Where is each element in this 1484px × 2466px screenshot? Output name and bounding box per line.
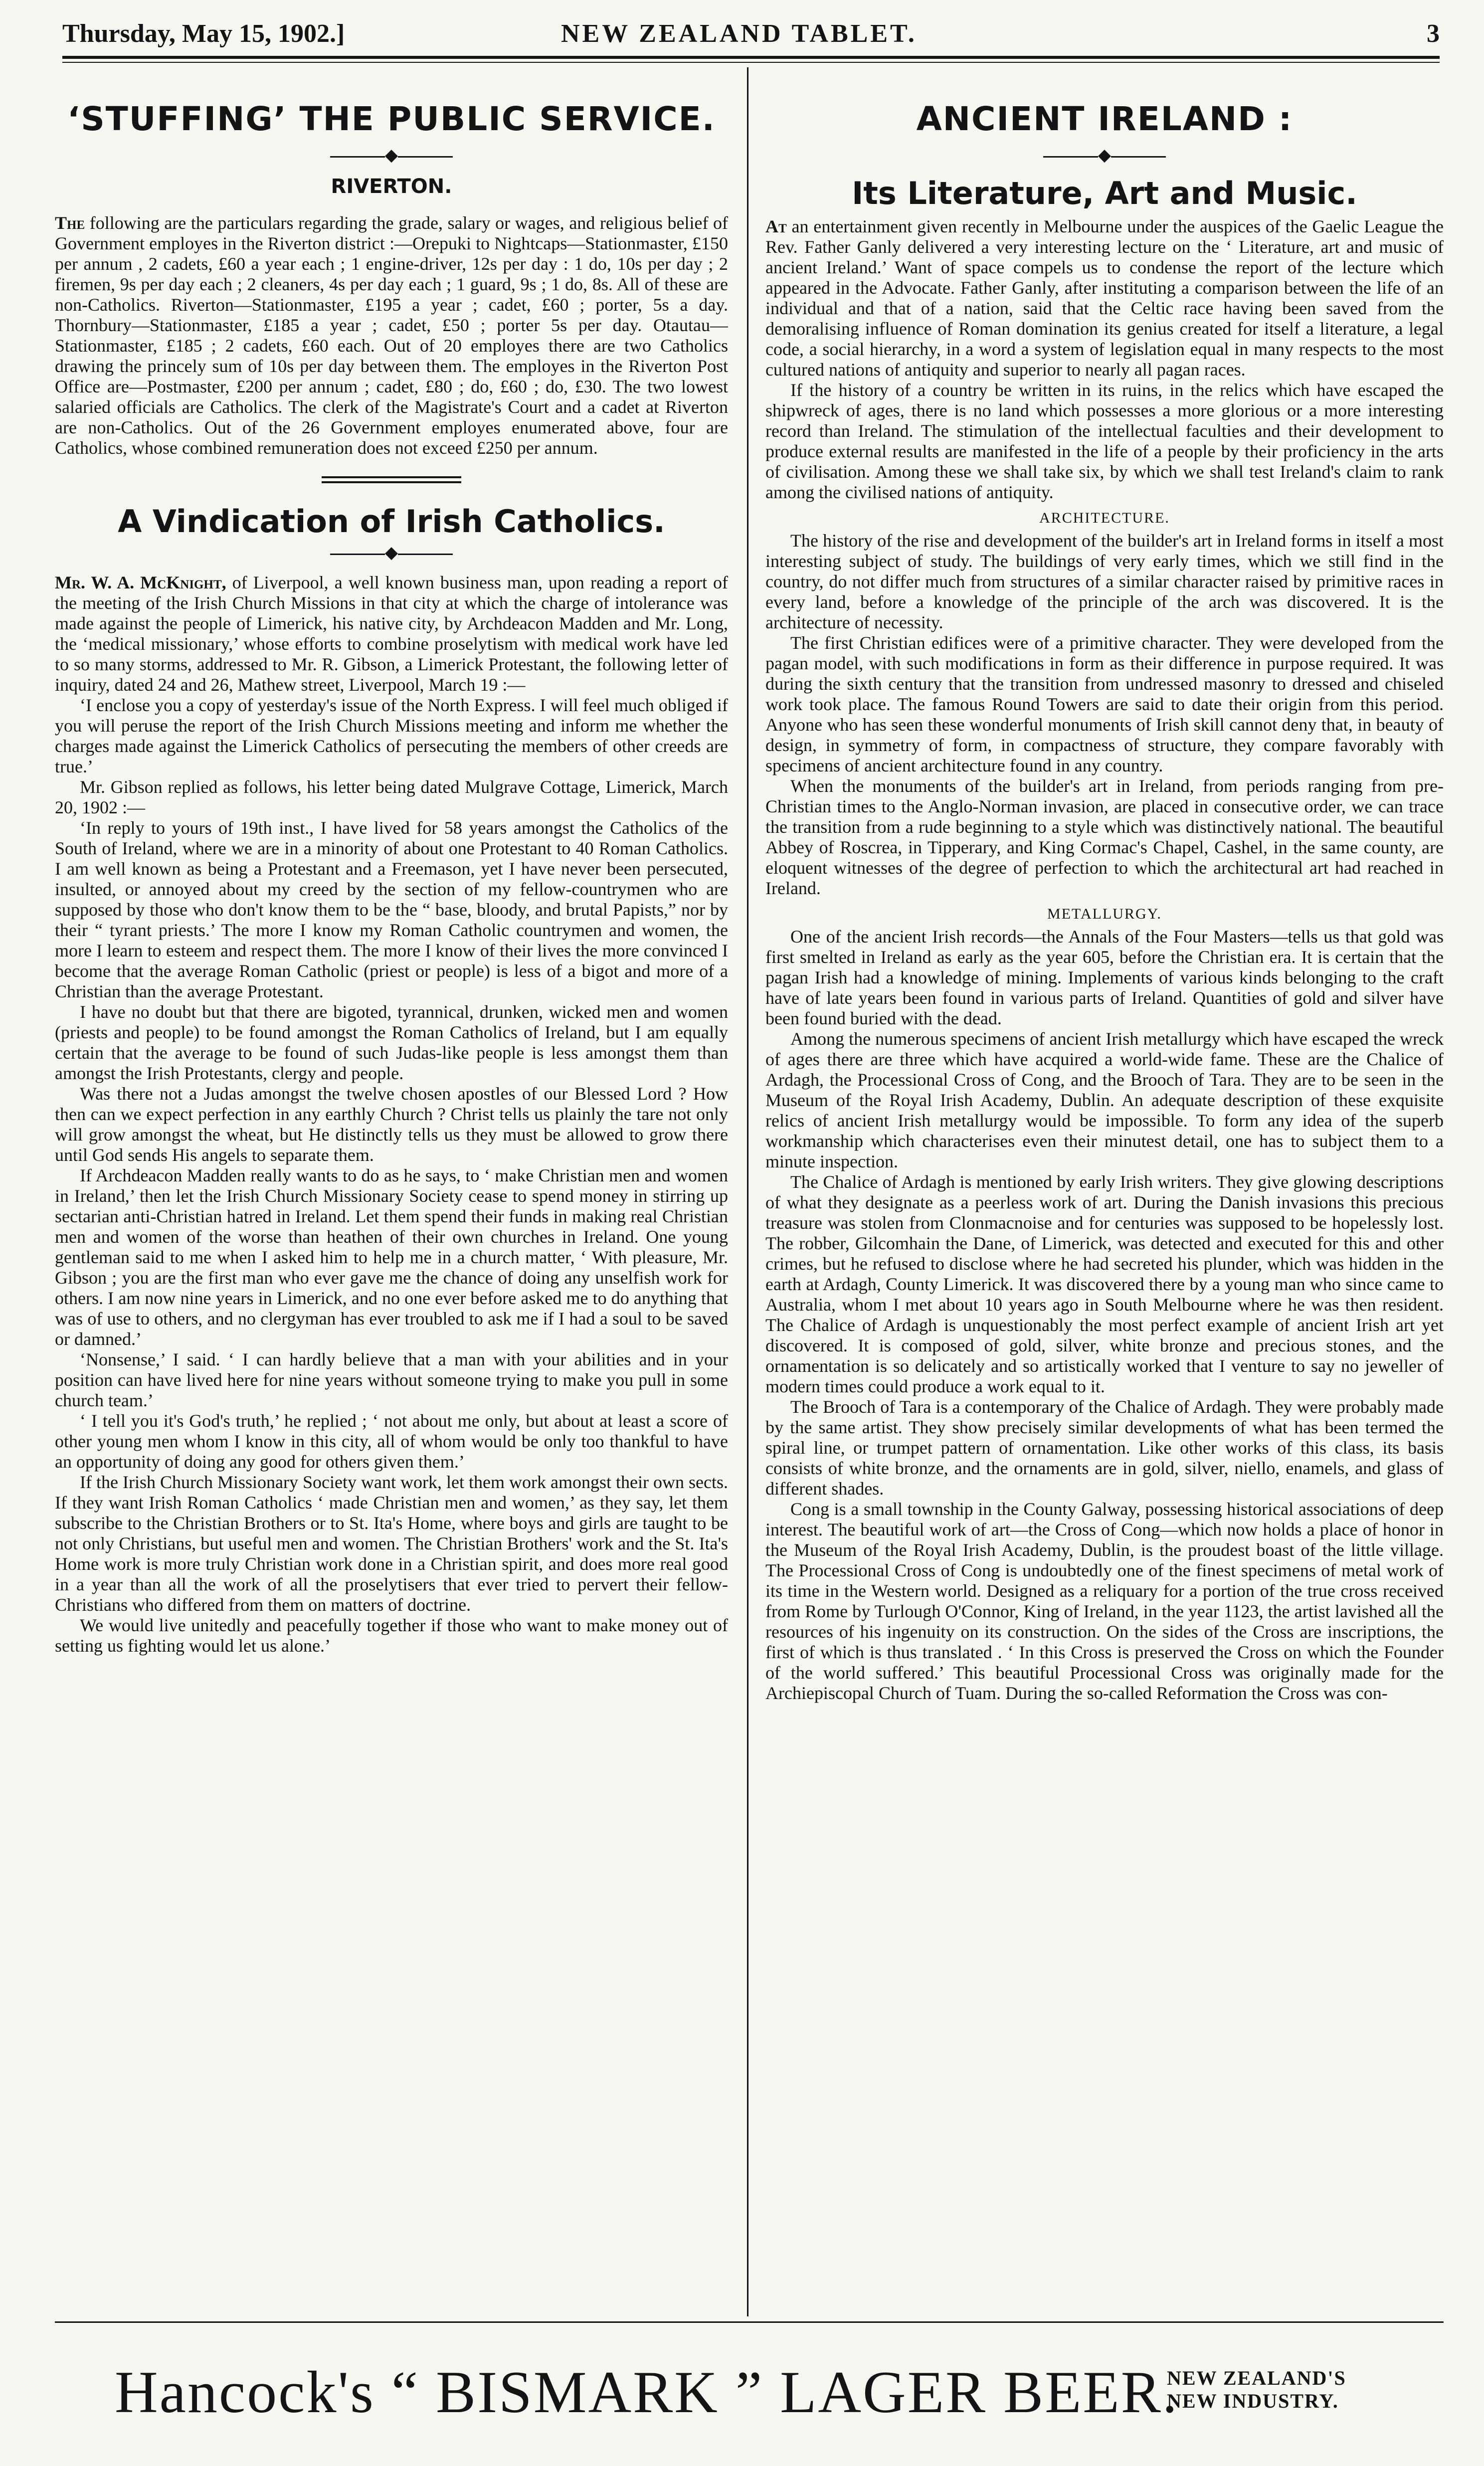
headline-vindication: A Vindication of Irish Catholics. xyxy=(118,503,665,540)
issue-date: Thursday, May 15, 1902.] xyxy=(62,19,345,48)
article-paragraph: If the history of a country be written in its ruins, in the relics which have escaped the shipwreck of ages, there is no land which possesses a more glorious or a more interesting record than Ireland. The stimulation of the intellectual faculties and their development to produce external results are manifested in the life of a people by their proficiency in the arts of civilisation. Among these we shall take six, by which we shall test Ireland's claim to rank among the civilised nations of antiquity. xyxy=(765,380,1444,502)
article-paragraph: If Archdeacon Madden really wants to do as he says, to ‘ make Christian men and women in Ireland,’ then let the Irish Church Missionary Society cease to spend money in stirring up sectarian anti-Christian hatred in Ireland. Let them spend their funds in making real Christian men and women of the worse than heathen of their own churches in Ireland. One young gentleman said to me when I asked him to help me in a church matter, ‘ With pleasure, Mr. Gibson ; you are the first man who ever gave me the chance of doing any unselfish work for others. I am now nine years in Limerick, and no one ever before asked me to do anything that was of use to others, and no clergyman has ever troubled to ask me if I had a soul to be saved or damned.’ xyxy=(55,1165,728,1349)
footer-rule xyxy=(55,2321,1444,2323)
article-paragraph: Mr. W. A. McKnight, of Liverpool, a well known business man, upon reading a report of the meeting of the Irish Church Missions in that city at which the charge of intolerance was made against the people of Limerick, his native city, by Archdeacon Madden and Mr. Long, the ‘medical missionary,’ whose efforts to combine proselytism with medical work have led to so many storms, addressed to Mr. R. Gibson, a Limerick Protestant, the following letter of inquiry, dated 24 and 26, Mathew street, Liverpool, March 19 :— xyxy=(55,572,728,695)
left-column xyxy=(55,80,728,2314)
article-paragraph: Mr. Gibson replied as follows, his letter being dated Mulgrave Cottage, Limerick, March 20, 1902 :— xyxy=(55,777,728,817)
article-paragraph: The Brooch of Tara is a contemporary of the Chalice of Ardagh. They were probably made by the same artist. They show precisely similar developments of what has been termed the spiral line, or trumpet pattern of ornamentation. Like other works of this class, its basis consists of white bronze, and the ornaments are in gold, silver, niello, enamels, and glass of different shades. xyxy=(765,1397,1444,1499)
double-rule-divider xyxy=(322,476,461,483)
ornament-divider: ◆ xyxy=(55,147,728,164)
right-column xyxy=(765,80,1444,2314)
article-paragraph: ‘I enclose you a copy of yesterday's issue of the North Express. I will feel much obliged if you will peruse the report of the Irish Church Missions meeting and inform me whether the charges made against the Limerick Catholics of persecuting the members of other creeds are true.’ xyxy=(55,695,728,776)
article-paragraph: ‘In reply to yours of 19th inst., I have lived for 58 years amongst the Catholics of the South of Ireland, where we are in a minority of about one Protestant to 40 Roman Catholics. I am well known as being a Protestant and a Freemason, yet I have never been persecuted, insulted, or annoyed about my creed by the section of my fellow-countrymen who are supposed by those who don't know them to be the “ base, bloody, and brutal Papists,” nor by their “ tyrant priests.’ The more I know my Roman Catholic countrymen and women, the more I learn to esteem and respect them. The more I know of their lives the more convinced I become that the average Roman Catholic (priest or people) is less of a bigot and more of a Christian than the average Protestant. xyxy=(55,818,728,1001)
article-paragraph: We would live unitedly and peacefully together if those who want to make money out of setting us fighting would let us alone.’ xyxy=(55,1615,728,1656)
article-paragraph: Was there not a Judas amongst the twelve chosen apostles of our Blessed Lord ? How then can we expect perfection in any earthly Church ? Christ tells us plainly the tare not only will grow amongst the wheat, but He distinctly tells us they must be allowed to grow there until God sends His angels to separate them. xyxy=(55,1084,728,1165)
advertisement-text: Hancock's “ BISMARK ” LAGER BEER. xyxy=(115,2359,1179,2425)
column-divider xyxy=(747,67,748,2316)
section-title-architecture: ARCHITECTURE. xyxy=(1039,510,1170,526)
article-paragraph: The following are the particulars regarding the grade, salary or wages, and religious belief of Government employes in the Riverton district :—Orepuki to Nightcaps—Stationmaster, £150 per annum , 2 cadets, £60 a year each ; 1 engine-driver, 12s per day : 1 do, 10s per day ; 2 firemen, 9s per day each ; 2 cleaners, 4s per day each ; 1 guard, 9s ; 1 do, 8s. All of these are non-Catholics. Riverton—Stationmaster, £195 a year ; cadet, £60 ; porter, 5s a day. Thornbury—Stationmaster, £185 a year ; cadet, £50 ; porter 5s per day. Otautau—Stationmaster, £185 ; 2 cadets, £60 each. Out of 20 employes there are two Catholics drawing the princely sum of 10s per day between them. The employes in the Riverton Post Office are—Postmaster, £200 per annum ; cadet, £80 ; do, £60 ; do, £30. The two lowest salaried officials are Catholics. The clerk of the Magistrate's Court and a cadet at Riverton are non-Catholics. Out of the 26 Government employes enumerated above, four are Catholics, whose combined remuneration does not exceed £250 per annum. xyxy=(55,213,728,458)
ornament-divider: ◆ xyxy=(55,545,728,562)
masthead-rule xyxy=(62,56,1440,59)
article-paragraph: Cong is a small township in the County Galway, possessing historical associations of deep interest. The beautiful work of art—the Cross of Cong—which now holds a place of honor in the Museum of the Royal Irish Academy, Dublin, is the proudest boast of the little village. The Processional Cross of Cong is undoubtedly one of the finest specimens of metal work of its time in the Western world. Designed as a reliquary for a portion of the true cross received from Rome by Turlough O'Connor, King of Ireland, in the year 1123, the artist lavished all the resources of his ingenuity on its construction. On the sides of the Cross are inscriptions, the first of which is thus translated . ‘ In this Cross is preserved the Cross on which the Founder of the world suffered.’ This beautiful Processional Cross was originally made for the Archiepiscopal Church of Tuam. During the so-called Reformation the Cross was con- xyxy=(765,1499,1444,1703)
headline-ancient-ireland: ANCIENT IRELAND : xyxy=(916,100,1293,138)
masthead-rule-thin xyxy=(62,62,1440,63)
article-paragraph: ‘Nonsense,’ I said. ‘ I can hardly believe that a man with your abilities and in your position can have lived here for nine years without someone trying to make you pull in some church team.’ xyxy=(55,1349,728,1410)
article-paragraph: Among the numerous specimens of ancient Irish metallurgy which have escaped the wreck of ages there are three which have acquired a world-wide fame. These are the Chalice of Ardagh, the Processional Cross of Cong, and the Brooch of Tara. They are to be seen in the Museum of the Royal Irish Academy, Dublin. An adequate description of these exquisite relics of ancient Irish metallurgy would be impossible. To form any idea of the superb workmanship which characterises even their minutest detail, one has to subject them to a minute inspection. xyxy=(765,1029,1444,1171)
masthead xyxy=(62,19,1440,54)
article-paragraph: The first Christian edifices were of a primitive character. They were developed from the pagan model, with such modifications in form as their difference in purpose required. It was during the sixth century that the transition from undressed masonry to dressed and chiseled work took place. The famous Round Towers are said to date their origin from this period. Anyone who has seen these wonderful monuments of Irish skill cannot deny that, in beauty of design, in symmetry of form, in compactness of structure, they compare favorably with specimens of ancient architecture found in any country. xyxy=(765,633,1444,775)
article-paragraph: When the monuments of the builder's art in Ireland, from periods ranging from pre-Christian times to the Anglo-Norman invasion, are placed in consecutive order, we can trace the transition from a rude beginning to a style which was distinctively national. The beautiful Abbey of Roscrea, in Tipperary, and King Cormac's Chapel, Cashel, in the same county, are eloquent witnesses of the degree of perfection to which the architectural art had reached in Ireland. xyxy=(765,776,1444,898)
lead-word: Mr. W. A. McKnight, xyxy=(55,572,226,592)
advertisement-tagline: NEW ZEALAND'S NEW INDUSTRY. xyxy=(1167,2367,1346,2412)
article-paragraph: If the Irish Church Missionary Society want work, let them work amongst their own sects. If they want Irish Roman Catholics ‘ made Christian men and women,’ as they say, let them subscribe to the Christian Brothers or to St. Ita's Home, where boys and girls are taught to be not only Christians, but useful men and women. The Christian Brothers' work and the St. Ita's Home work is more truly Christian work done in a Christian spirit, and does more real good in a year than all the work of all the proselytisers that ever tried to pervert their fellow-Christians who differed from them on matters of doctrine. xyxy=(55,1472,728,1615)
newspaper-title: NEW ZEALAND TABLET. xyxy=(561,19,917,48)
page-number: 3 xyxy=(1427,19,1440,48)
article-paragraph: The Chalice of Ardagh is mentioned by early Irish writers. They give glowing descriptions of what they designate as a peerless work of art. During the Danish invasions this precious treasure was stolen from Clonmacnoise and for centuries was supposed to be hopelessly lost. The robber, Gilcomhain the Dane, of Limerick, was detected and executed for this and other crimes, but he refused to disclose where he had secreted his plunder, which was hidden in the earth at Ardagh, County Limerick. It was discovered there by a young man who since came to Australia, whom I met about 10 years ago in South Melbourne where he was then resident. The Chalice of Ardagh is unquestionably the most perfect example of ancient Irish art yet discovered. It is composed of gold, silver, white bronze and precious stones, and the ornamentation is so delicately and so artistically worked that I venture to say no jeweller of modern times could produce a work equal to it. xyxy=(765,1172,1444,1396)
article-paragraph: One of the ancient Irish records—the Annals of the Four Masters—tells us that gold was first smelted in Ireland as early as the year 605, before the Christian era. It is certain that the pagan Irish had a knowledge of mining. Implements of various kinds belonging to the craft have of late years been found in various parts of Ireland. Quantities of gold and silver have been found buried with the dead. xyxy=(765,927,1444,1028)
beer-advertisement xyxy=(115,2353,1391,2428)
headline-stuffing: ‘STUFFING’ THE PUBLIC SERVICE. xyxy=(67,100,716,138)
subhead-riverton: RIVERTON. xyxy=(331,175,452,198)
section-title-metallurgy: METALLURGY. xyxy=(1047,906,1162,922)
subheadline-literature: Its Literature, Art and Music. xyxy=(852,175,1357,211)
lead-word: At xyxy=(765,216,787,236)
lead-word: The xyxy=(55,213,85,233)
article-paragraph: ‘ I tell you it's God's truth,’ he replied ; ‘ not about me only, but about at least a score of other young men whom I know in this city, all of whom would be only too thankful to have an opportunity of doing any good for others given them.’ xyxy=(55,1411,728,1472)
article-paragraph: The history of the rise and development of the builder's art in Ireland forms in itself a most interesting subject of study. The buildings of very early times, which we still find in the country, do not differ much from structures of a similar character raised by primitive races in every land, before a knowledge of the principle of the arch was discovered. It is the architecture of necessity. xyxy=(765,531,1444,632)
article-paragraph: I have no doubt but that there are bigoted, tyrannical, drunken, wicked men and women (priests and people) to be found amongst the Roman Catholics of Ireland, but I am equally certain that the average to be found of such Judas-like people is less amongst them than amongst the Irish Protestants, clergy and people. xyxy=(55,1002,728,1083)
ornament-divider: ◆ xyxy=(765,147,1444,164)
article-paragraph: At an entertainment given recently in Melbourne under the auspices of the Gaelic League the Rev. Father Ganly delivered a very interesting lecture on the ‘ Literature, art and music of ancient Ireland.’ Want of space compels us to condense the report of the lecture which appeared in the Advocate. Father Ganly, after instituting a comparison between the life of an individual and that of a nation, said that the Celtic race having been saved from the demoralising influence of Roman domination its genius created for itself a literature, a legal code, a social hierarchy, in a word a system of legislation equal in many respects to the most cultured nations of antiquity and superior to nearly all pagan races. xyxy=(765,216,1444,379)
